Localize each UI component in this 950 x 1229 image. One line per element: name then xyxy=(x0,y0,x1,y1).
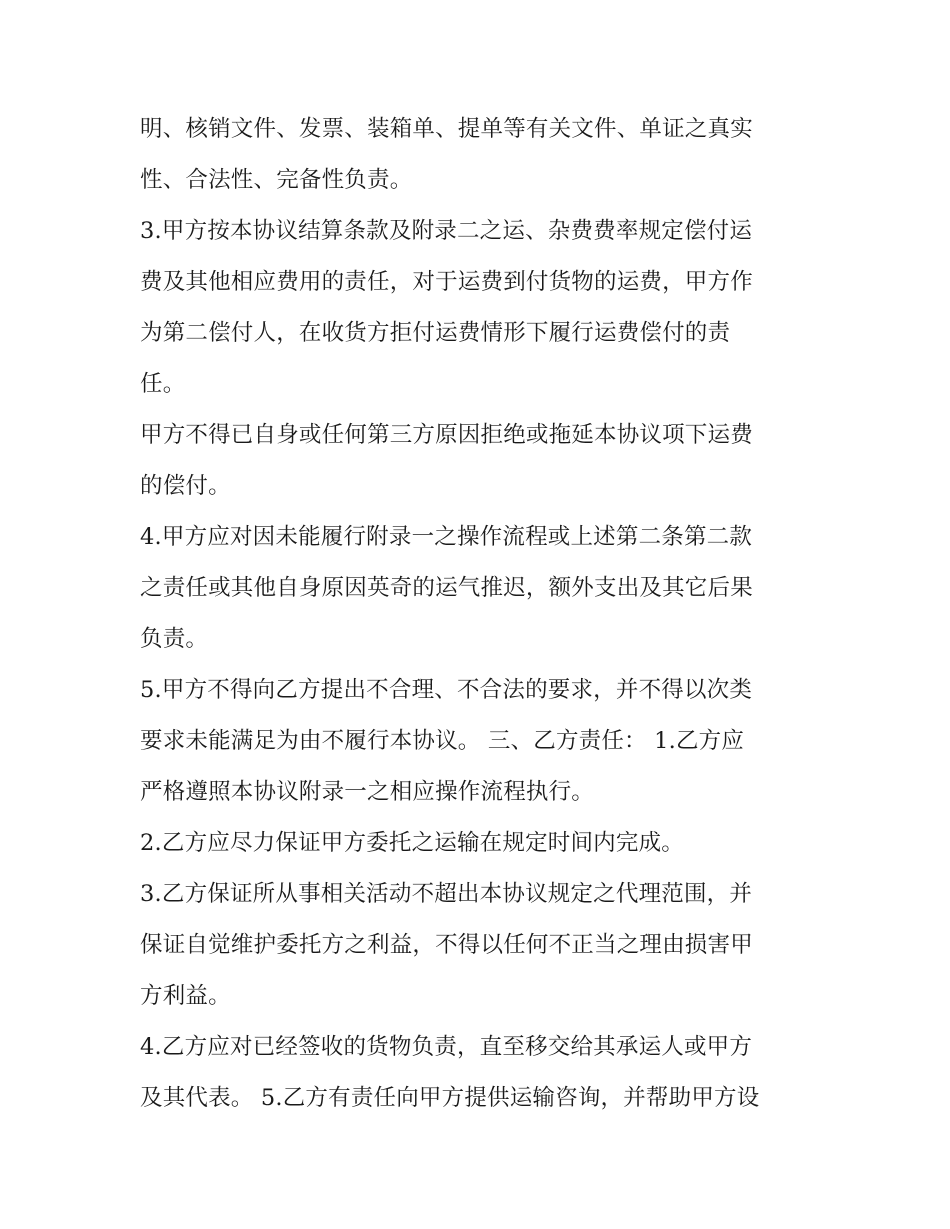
text-line: 3.乙方保证所从事相关活动不超出本协议规定之代理范围，并 xyxy=(140,881,753,907)
document-body xyxy=(140,104,820,1124)
text-line: 及其代表。 5.乙方有责任向甲方提供运输咨询，并帮助甲方设 xyxy=(140,1085,760,1111)
text-line: 5.甲方不得向乙方提出不合理、不合法的要求，并不得以次类 xyxy=(140,677,753,703)
text-line: 方利益。 xyxy=(140,983,231,1009)
text-line: 3.甲方按本协议结算条款及附录二之运、杂费费率规定偿付运 xyxy=(140,218,753,244)
text-line: 4.甲方应对因未能履行附录一之操作流程或上述第二条第二款 xyxy=(140,524,753,550)
text-line: 为第二偿付人，在收货方拒付运费情形下履行运费偿付的责 xyxy=(140,320,731,346)
text-line: 的偿付。 xyxy=(140,473,231,499)
text-line: 负责。 xyxy=(140,626,209,652)
text-line: 严格遵照本协议附录一之相应操作流程执行。 xyxy=(140,779,595,805)
text-line: 费及其他相应费用的责任，对于运费到付货物的运费，甲方作 xyxy=(140,269,753,295)
text-line: 之责任或其他自身原因英奇的运气推迟，额外支出及其它后果 xyxy=(140,575,753,601)
text-line: 性、合法性、完备性负责。 xyxy=(140,167,413,193)
text-line: 甲方不得已自身或任何第三方原因拒绝或拖延本协议项下运费 xyxy=(140,422,753,448)
text-line: 2.乙方应尽力保证甲方委托之运输在规定时间内完成。 xyxy=(140,830,684,856)
text-line: 明、核销文件、发票、装箱单、提单等有关文件、单证之真实 xyxy=(140,116,753,142)
text-line: 保证自觉维护委托方之利益，不得以任何不正当之理由损害甲 xyxy=(140,932,753,958)
text-line: 4.乙方应对已经签收的货物负责，直至移交给其承运人或甲方 xyxy=(140,1034,753,1060)
text-line: 要求未能满足为由不履行本协议。 三、乙方责任： 1.乙方应 xyxy=(140,728,745,754)
text-line: 任。 xyxy=(140,371,186,397)
